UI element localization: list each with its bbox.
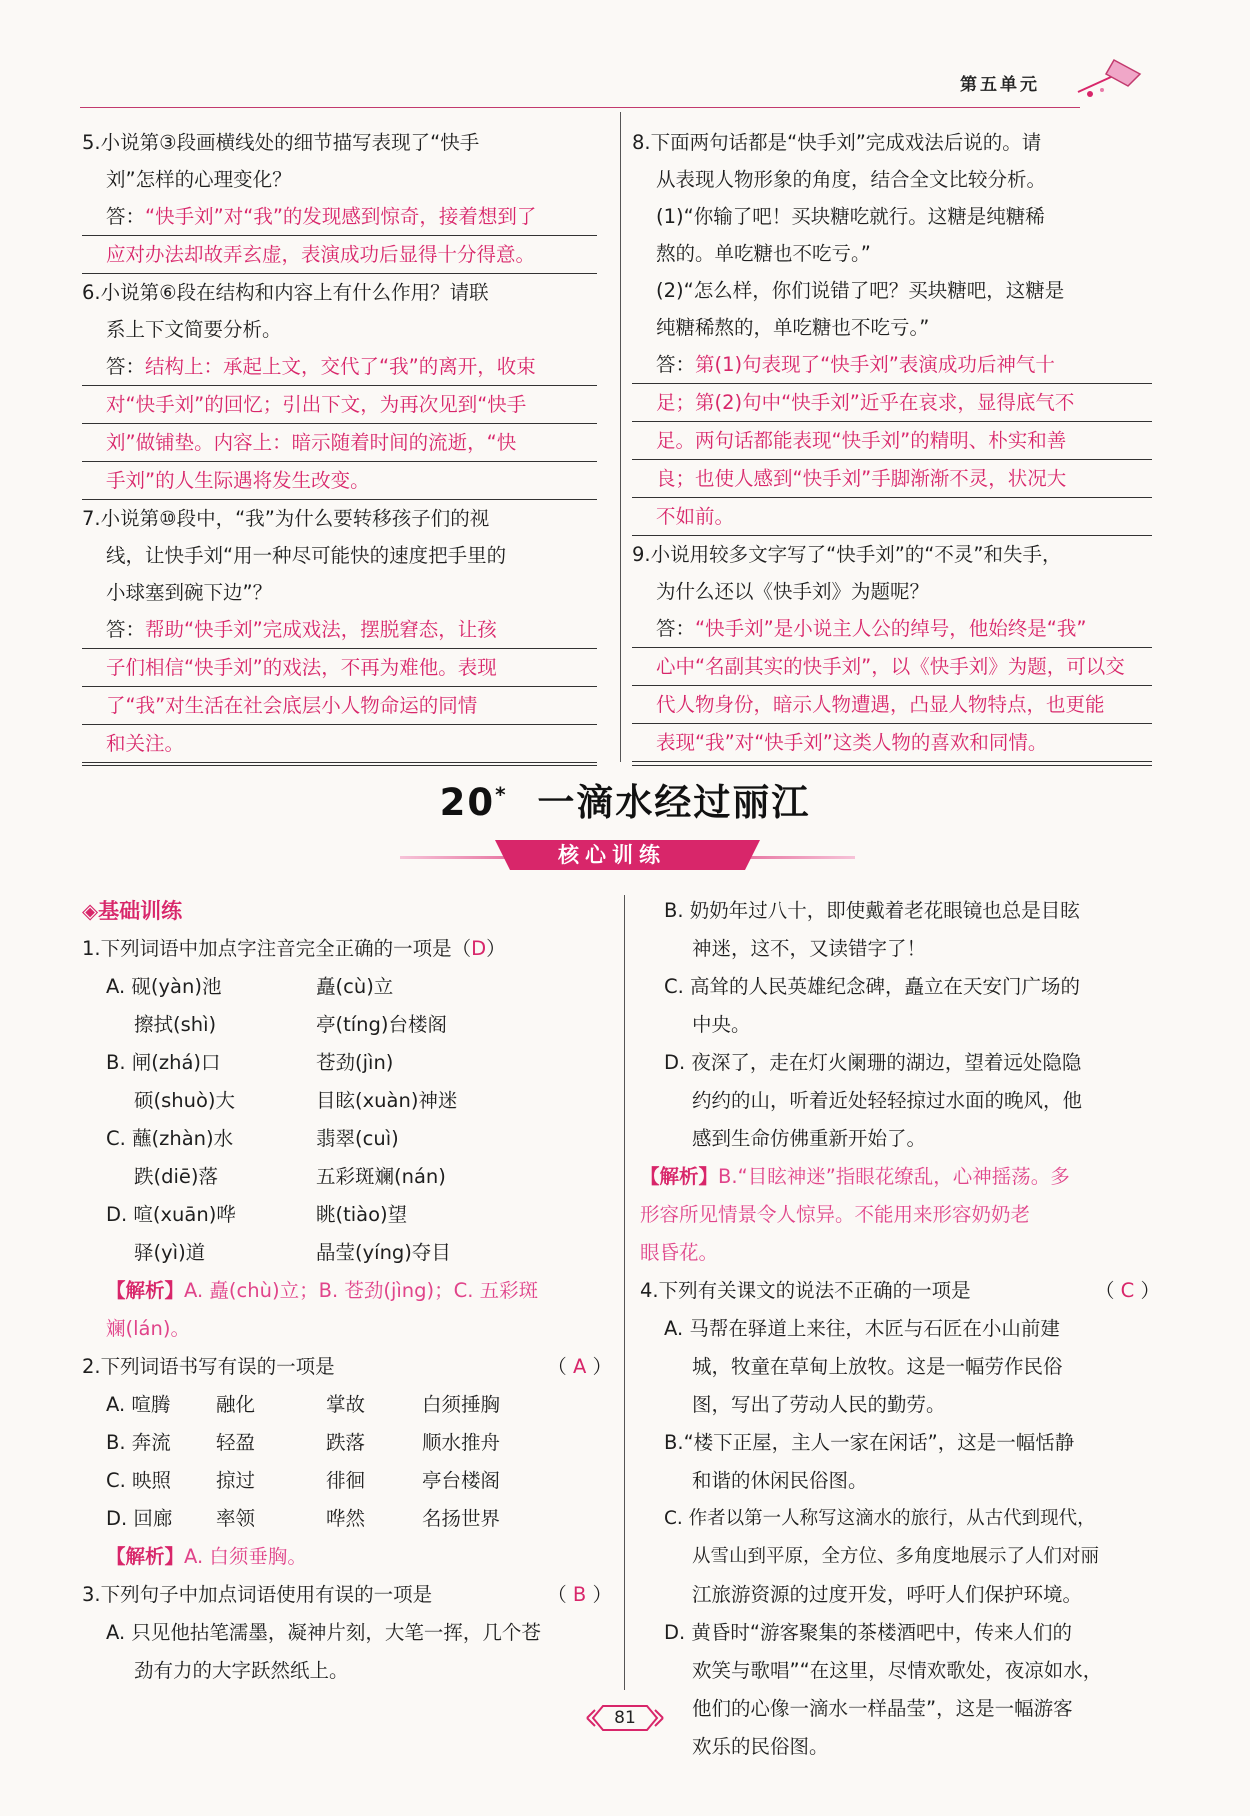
q5-stem-1: 5.小说第③段画横线处的细节描写表现了“快手: [82, 131, 480, 154]
q4-stem: 4.下列有关课文的说法不正确的一项是: [640, 1279, 971, 1302]
q3-option-c-2: 中央。: [692, 1013, 751, 1036]
q2-b4: 顺水推舟: [422, 1431, 501, 1454]
q1-analysis-2: 斓(lán)。: [106, 1317, 190, 1340]
q2-d2: 率领: [216, 1507, 256, 1530]
q2-a2: 融化: [216, 1393, 256, 1416]
pen-decoration-icon: [1070, 52, 1150, 102]
q2-d1: D. 回廊: [106, 1507, 173, 1530]
q8-answer-5: 不如前。: [632, 498, 1152, 536]
q3-option-d-1: D. 夜深了，走在灯火阑珊的湖边，望着远处隐隐: [664, 1051, 1082, 1074]
q1-b2: 苍劲(jìn): [316, 1051, 394, 1074]
q3-stem: 3.下列句子中加点词语使用有误的一项是: [82, 1583, 433, 1606]
q3-answer: B: [572, 1583, 587, 1606]
q6-answer-2: 对“快手刘”的回忆；引出下文，为再次见到“快手: [82, 386, 597, 424]
q7-stem-2: 线，让快手刘“用一种尽可能快的速度把手里的: [106, 544, 507, 567]
q3-option-a-1: A. 只见他拈笔濡墨，凝神片刻，大笔一挥，几个苍: [106, 1621, 541, 1644]
q1-c1: C. 蘸(zhàn)水: [106, 1127, 234, 1150]
top-left-bottom-rule: [82, 765, 597, 766]
top-column-divider: [620, 112, 621, 762]
q4-option-d-3: 他们的心像一滴水一样晶莹”，这是一幅游客: [692, 1697, 1073, 1720]
q2-stem: 2.下列词语书写有误的一项是: [82, 1355, 335, 1378]
q3-analysis-tag: 【解析】: [640, 1165, 719, 1188]
q9-answer-4: 表现“我”对“快手刘”这类人物的喜欢和同情。: [632, 724, 1152, 762]
q1-answer: D: [471, 937, 487, 960]
left-top-column: [82, 124, 597, 763]
q3-option-a-2: 劲有力的大字跃然纸上。: [134, 1659, 349, 1682]
top-right-bottom-rule: [632, 765, 1152, 766]
q1-analysis-1: A. 矗(chù)立；B. 苍劲(jìng)；C. 五彩斑: [184, 1279, 539, 1302]
core-training-label: 核心训练: [558, 843, 666, 867]
q8-sentence-2b: 纯糖稀熬的，单吃糖也不吃亏。”: [656, 316, 930, 339]
q6-answer-3: 刘”做铺垫。内容上：暗示随着时间的流逝，“快: [82, 424, 597, 462]
q6-stem-2: 系上下文简要分析。: [106, 318, 282, 341]
lesson-number: 20: [439, 781, 496, 824]
q2-d3: 哗然: [326, 1507, 366, 1530]
q9-answer-prefix: 答：: [656, 617, 696, 640]
q3-analysis-2: 形容所见情景令人惊异。不能用来形容奶奶老: [640, 1203, 1031, 1226]
q2-c1: C. 映照: [106, 1469, 172, 1492]
q4-option-b-1: B.“楼下正屋，主人一家在闲话”，这是一幅恬静: [664, 1431, 1075, 1454]
q5-answer-prefix: 答：: [106, 205, 146, 228]
page-number: 81: [614, 1708, 636, 1728]
q8-stem-1: 8.下面两句话都是“快手刘”完成戏法后说的。请: [632, 131, 1042, 154]
q4-option-a-1: A. 马帮在驿道上来往，木匠与石匠在小山前建: [664, 1317, 1060, 1340]
q8-answer-3: 足。两句话都能表现“快手刘”的精明、朴实和善: [632, 422, 1152, 460]
q4-option-c-1: C. 作者以第一人称写这滴水的旅行，从古代到现代，: [664, 1508, 1096, 1529]
header-rule: [80, 107, 1080, 108]
unit-label: 第五单元: [960, 75, 1040, 95]
q7-answer-prefix: 答：: [106, 618, 146, 641]
q8-sentence-1b: 熬的。单吃糖也不吃亏。”: [656, 242, 871, 265]
q8-answer-2: 足；第(2)句中“快手刘”近乎在哀求，显得底气不: [632, 384, 1152, 422]
q3-option-b-2: 神迷，这不，又读错字了！: [692, 937, 927, 960]
q3-option-b-1: B. 奶奶年过八十，即使戴着老花眼镜也总是目眩: [664, 899, 1080, 922]
bottom-column-divider: [624, 895, 625, 1690]
left-bottom-column: ◈基础训练 1.下列词语中加点字注音完全正确的一项是（D） A. 砚(yàn)池 矗(cù)立 擦拭(shì) 亭(tíng)台楼阁 B. 闸(zhá)口 苍劲(jìn) 硕(shuò)大 目眩(xuàn)神迷 C. 蘸(zhàn)水 翡翠(cuì) 跌(diē)落 五彩斑斓(nán) D. 喧(xuān)哗 眺(tiào)望 驿(yì)道 晶莹(yíng)夺目 【解析】A. 矗(chù)立；B. 苍劲(jìng)；C. 五彩斑 斓(lán)。 2.下列词语书写有误的一项是 （ A ） A. 喧腾 融化 掌故 白须捶胸 B. 奔流 轻盈 跌落 顺水推舟 C. 映照 掠过 徘徊 亭台楼阁 D. 回廊 率领 哗然 名扬世界 【解析】A. 白须垂胸。 3.下列句子中加点词语使用有误的一项是 （ B ） A. 只见他拈笔濡墨，凝神片刻，大笔一挥，几个苍 劲有力的大字跃然纸上。: [82, 892, 612, 1690]
q6-stem-1: 6.小说第⑥段在结构和内容上有什么作用？请联: [82, 281, 489, 304]
q1-close: ）: [486, 937, 506, 960]
q9-answer-1: “快手刘”是小说主人公的绰号，他始终是“我”: [695, 617, 1087, 640]
q1-c2: 翡翠(cuì): [316, 1127, 399, 1150]
q3-option-d-2: 约约的山，听着近处轻轻掠过水面的晚风，他: [692, 1089, 1083, 1112]
q4-option-a-2: 城，牧童在草甸上放牧。这是一幅劳作民俗: [692, 1355, 1063, 1378]
q4-option-c-2: 从雪山到平原，全方位、多角度地展示了人们对丽: [692, 1546, 1100, 1567]
q1-d1: D. 喧(xuān)哗: [106, 1203, 236, 1226]
q1-b3: 硕(shuò)大: [134, 1089, 236, 1112]
q7-answer-1: 帮助“快手刘”完成戏法，摆脱窘态，让孩: [145, 618, 497, 641]
q1-b4: 目眩(xuàn)神迷: [316, 1089, 458, 1112]
q8-sentence-2a: (2)“怎么样，你们说错了吧？买块糖吧，这糖是: [656, 279, 1065, 302]
q8-answer-prefix: 答：: [656, 353, 696, 376]
q4-answer: C: [1120, 1279, 1135, 1302]
q5-stem-2: 刘”怎样的心理变化？: [106, 168, 292, 191]
q4-option-a-3: 图，写出了劳动人民的勤劳。: [692, 1393, 946, 1416]
q2-c2: 掠过: [216, 1469, 256, 1492]
q6-answer-4: 手刘”的人生际遇将发生改变。: [82, 462, 597, 500]
q1-a1: A. 砚(yàn)池: [106, 975, 222, 998]
q4-option-d-1: D. 黄昏时“游客聚集的茶楼酒吧中，传来人们的: [664, 1621, 1073, 1644]
q2-d4: 名扬世界: [422, 1507, 501, 1530]
q8-sentence-1a: (1)“你输了吧！买块糖吃就行。这糖是纯糖稀: [656, 205, 1045, 228]
q7-stem-3: 小球塞到碗下边”？: [106, 581, 273, 604]
q1-stem: 1.下列词语中加点字注音完全正确的一项是（: [82, 937, 472, 960]
right-top-column: [632, 124, 1152, 762]
q4-option-d-4: 欢乐的民俗图。: [692, 1735, 829, 1758]
q2-analysis-tag: 【解析】: [106, 1545, 185, 1568]
lesson-name: 一滴水经过丽江: [537, 781, 811, 824]
q5-answer-2: 应对办法却故弄玄虚，表演成功后显得十分得意。: [82, 236, 597, 274]
q8-answer-1: 第(1)句表现了“快手刘”表演成功后神气十: [695, 353, 1055, 376]
q7-stem-1: 7.小说第⑩段中，“我”为什么要转移孩子们的视: [82, 507, 490, 530]
q1-d2: 眺(tiào)望: [316, 1203, 408, 1226]
q6-answer-1: 结构上：承起上文，交代了“我”的离开，收束: [145, 355, 536, 378]
q7-answer-3: 了“我”对生活在社会底层小人物命运的同情: [82, 687, 597, 725]
q2-b2: 轻盈: [216, 1431, 256, 1454]
q7-answer-4: 和关注。: [82, 725, 597, 763]
q2-a4: 白须捶胸: [422, 1393, 501, 1416]
q2-analysis: A. 白须垂胸。: [184, 1545, 307, 1568]
q6-answer-prefix: 答：: [106, 355, 146, 378]
q3-option-c-1: C. 高耸的人民英雄纪念碑，矗立在天安门广场的: [664, 975, 1081, 998]
q9-stem-1: 9.小说用较多文字写了“快手刘”的“不灵”和失手，: [632, 543, 1062, 566]
q1-a3: 擦拭(shì): [134, 1013, 217, 1036]
q2-a3: 掌故: [326, 1393, 366, 1416]
q9-answer-3: 代人物身份，暗示人物遭遇，凸显人物特点，也更能: [632, 686, 1152, 724]
lesson-title: [0, 772, 1250, 826]
q1-a4: 亭(tíng)台楼阁: [316, 1013, 448, 1036]
q1-analysis-tag: 【解析】: [106, 1279, 185, 1302]
section-heading: ◈基础训练: [82, 899, 183, 923]
q3-analysis-1: B.“目眩神迷”指眼花缭乱，心神摇荡。多: [718, 1165, 1070, 1188]
q2-c4: 亭台楼阁: [422, 1469, 501, 1492]
right-bottom-column: B. 奶奶年过八十，即使戴着老花眼镜也总是目眩 神迷，这不，又读错字了！ C. 高耸的人民英雄纪念碑，矗立在天安门广场的 中央。 D. 夜深了，走在灯火阑珊的湖边，望着远处隐隐 约约的山，听着近处轻轻掠过水面的晚风，他 感到生命仿佛重新开始了。 【解析】B.“目眩神迷”指眼花缭乱，心神摇荡。多 形容所见情景令人惊异。不能用来形容奶奶老 眼昏花。 4.下列有关课文的说法不正确的一项是 （ C ） A. 马帮在驿道上来往，木匠与石匠在小山前建 城，牧童在草甸上放牧。这是一幅劳作民俗 图，写出了劳动人民的勤劳。 B.“楼下正屋，主人一家在闲话”，这是一幅恬静 和谐的休闲民俗图。 C. 作者以第一人称写这滴水的旅行，从古代到现代， 从雪山到平原，全方位、多角度地展示了人们对丽 江旅游资源的过度开发，呼吁人们保护环境。 D. 黄昏时“游客聚集的茶楼酒吧中，传来人们的 欢笑与歌唱”“在这里，尽情欢歌处，夜凉如水， 他们的心像一滴水一样晶莹”，这是一幅游客 欢乐的民俗图。: [640, 892, 1160, 1766]
q4-option-d-2: 欢笑与歌唱”“在这里，尽情欢歌处，夜凉如水，: [692, 1659, 1103, 1682]
q1-d3: 驿(yì)道: [134, 1241, 206, 1264]
q1-a2: 矗(cù)立: [316, 975, 394, 998]
q1-d4: 晶莹(yíng)夺目: [316, 1241, 451, 1264]
q9-answer-2: 心中“名副其实的快手刘”，以《快手刘》为题，可以交: [632, 648, 1152, 686]
q4-option-b-2: 和谐的休闲民俗图。: [692, 1469, 868, 1492]
q2-a1: A. 喧腾: [106, 1393, 171, 1416]
q8-stem-2: 从表现人物形象的角度，结合全文比较分析。: [656, 168, 1047, 191]
q2-answer: A: [572, 1355, 587, 1378]
q3-analysis-3: 眼昏花。: [640, 1241, 719, 1264]
q5-answer-1: “快手刘”对“我”的发现感到惊奇，接着想到了: [145, 205, 537, 228]
q2-c3: 徘徊: [326, 1469, 366, 1492]
q8-answer-4: 良；也使人感到“快手刘”手脚渐渐不灵，状况大: [632, 460, 1152, 498]
q1-c3: 跌(diē)落: [134, 1165, 219, 1188]
q7-answer-2: 子们相信“快手刘”的戏法，不再为难他。表现: [82, 649, 597, 687]
q2-b3: 跌落: [326, 1431, 366, 1454]
q2-b1: B. 奔流: [106, 1431, 171, 1454]
q3-option-d-3: 感到生命仿佛重新开始了。: [692, 1127, 927, 1150]
q1-b1: B. 闸(zhá)口: [106, 1051, 221, 1074]
lesson-star: *: [495, 782, 508, 807]
q4-option-c-3: 江旅游资源的过度开发，呼吁人们保护环境。: [692, 1583, 1083, 1606]
q9-stem-2: 为什么还以《快手刘》为题呢？: [656, 580, 930, 603]
q1-c4: 五彩斑斓(nán): [316, 1165, 446, 1188]
